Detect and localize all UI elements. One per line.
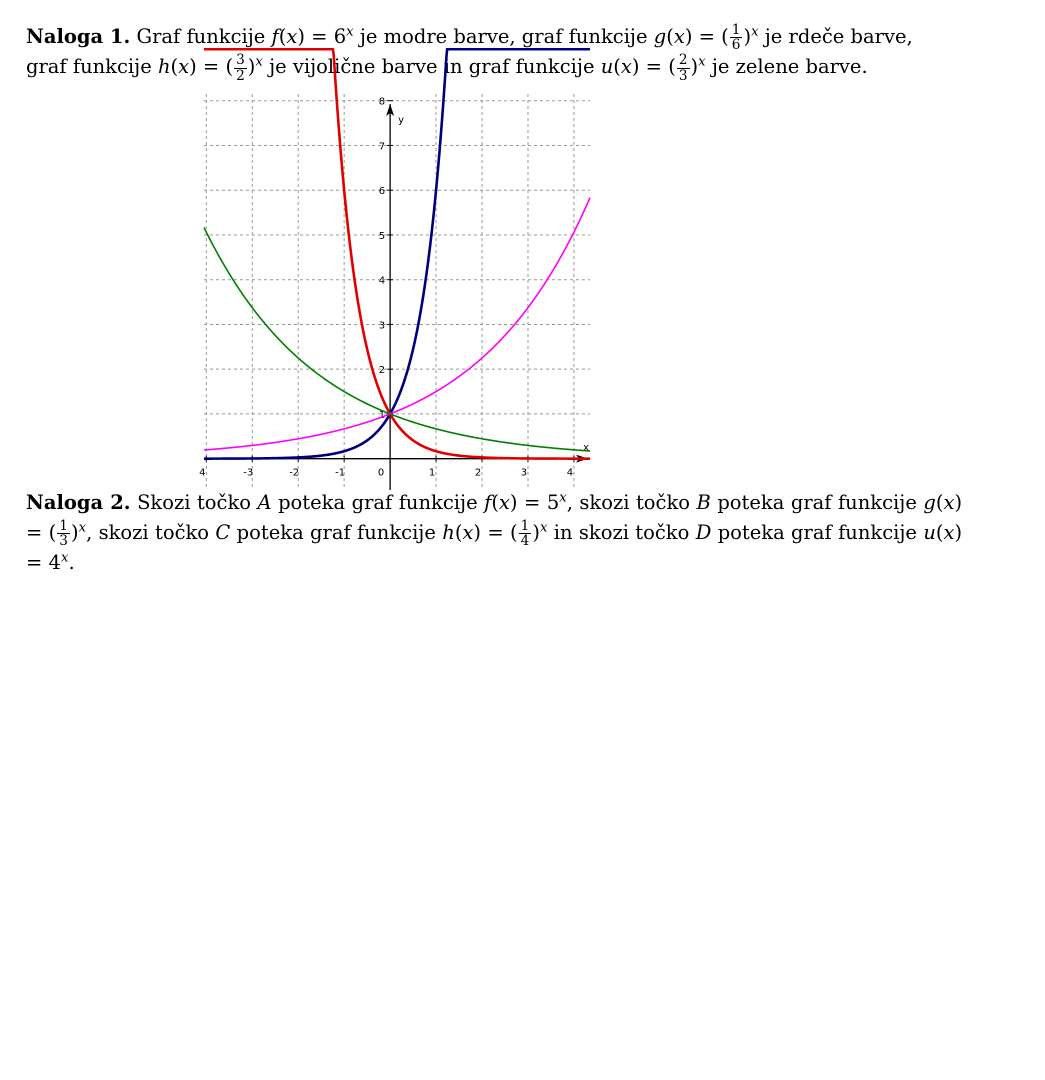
task-1-text-d: graf funkcije — [26, 55, 152, 79]
fn-name: f — [271, 25, 279, 48]
task-2-text-f: poteka graf funkcije — [236, 521, 436, 544]
task-1-text-a: Graf funkcije — [136, 25, 266, 48]
formula-f: $f(x) = 6^x$ — [271, 24, 354, 48]
frac-num: 3 — [236, 52, 245, 69]
point-b: B — [696, 491, 711, 514]
task-2-text-h: poteka graf — [717, 521, 832, 544]
task-1-text-b: je modre barve, graf funkcije — [359, 25, 648, 48]
point-c: C — [215, 521, 231, 544]
fn-name: h — [157, 55, 171, 79]
fn-name: g — [653, 25, 667, 48]
y-tick-label: 1 — [378, 409, 386, 421]
formula-u: u(x) = ( $\frac{2}{3}$ )$^x$ — [600, 52, 706, 84]
axes — [204, 101, 588, 490]
grid — [204, 94, 590, 490]
task-2-text-b: poteka graf funkcije — [278, 491, 478, 514]
task-1-text-e: je vijolične barve in graf funkcije — [269, 55, 595, 79]
task-1-label: Naloga 1. — [26, 25, 131, 48]
fn-base: 4 — [48, 551, 61, 575]
x-tick-label: 3 — [520, 467, 528, 479]
task-2-text: Naloga 2. Skozi točko A poteka graf funkcije $f(x) = 5^x$, skozi točko B poteka graf funkcije g(x) = ( $\frac{1}{3}$ )$^x$, skozi točko C poteka graf funkcije h(x) = ( $\frac{1}{4}$ )$^x$ in skozi točko D poteka graf funkcije $u(x) = 4^x$. — [26, 490, 963, 575]
frac-den: 2 — [236, 67, 245, 84]
x-tick-label: 2 — [474, 467, 482, 479]
frac-num: 2 — [678, 52, 688, 69]
y-tick-label: 5 — [378, 230, 386, 242]
frac-num: 1 — [520, 517, 530, 534]
frac-den: 6 — [731, 37, 741, 54]
fn-base: 6 — [333, 25, 347, 48]
formula-u: $u(x) = 4^x$ — [26, 521, 963, 575]
curve-f-blue — [204, 49, 590, 458]
y-tick-label: 7 — [378, 141, 386, 153]
frac-den: 3 — [678, 67, 688, 84]
curve-h-magenta — [204, 198, 590, 450]
function-graph — [199, 94, 590, 490]
task-2-text-a: Skozi točko — [137, 491, 252, 514]
task-2-label: Naloga 2. — [26, 491, 131, 514]
y-tick-label: 6 — [378, 186, 386, 198]
fn-name: h — [442, 521, 455, 544]
y-tick-label: 2 — [378, 365, 386, 377]
x-tick-label: -2 — [289, 467, 300, 479]
task-2-text-e: , skozi točko — [86, 521, 210, 544]
frac-den: 3 — [59, 533, 68, 550]
x-tick-label: 4 — [199, 467, 206, 479]
x-tick-label: 1 — [428, 467, 436, 479]
task-1-line-1 — [26, 22, 962, 52]
formula-g: g(x) = ( $\frac{1}{6}$ )$^x$ — [653, 21, 759, 54]
fn-name: f — [484, 491, 492, 514]
y-tick-label: 3 — [378, 320, 386, 332]
curve-u-green — [204, 228, 590, 452]
task-1-line-2 — [26, 52, 962, 82]
x-tick-label: 4 — [566, 467, 574, 479]
y-axis-label: y — [398, 115, 405, 127]
task-1-text-c: je rdeče barve, — [764, 25, 913, 48]
frac-num: 1 — [59, 517, 68, 534]
task-1-text — [26, 22, 962, 83]
formula-h: h(x) = ( $\frac{3}{2}$ )$^x$ — [157, 52, 263, 84]
y-tick-label: 4 — [378, 275, 386, 287]
frac-num: 1 — [731, 21, 741, 38]
fn-base: 5 — [546, 491, 560, 514]
fn-name: g — [923, 491, 936, 514]
formula-h: h(x) = ( $\frac{1}{4}$ )$^x$ — [442, 517, 548, 550]
formula-f: $f(x) = 5^x$ — [484, 490, 567, 514]
point-d: D — [695, 521, 712, 544]
task-1-text-f: je zelene barve. — [711, 55, 868, 79]
fn-name: u — [600, 55, 614, 79]
task-2-text-i: funkcije — [838, 521, 917, 544]
curves — [204, 49, 590, 458]
x-axis-label: x — [583, 442, 590, 454]
fn-name: u — [923, 521, 936, 544]
formula-g: g(x) = ( $\frac{1}{3}$ )$^x$ — [26, 491, 963, 550]
x-tick-label: -3 — [243, 467, 254, 479]
task-2-text-d: poteka graf funkcije — [717, 491, 917, 514]
point-a: A — [257, 491, 272, 514]
x-tick-label: -1 — [335, 467, 346, 479]
task-2-text-c: , skozi točko — [566, 491, 691, 514]
y-tick-label: 8 — [378, 96, 386, 108]
x-tick-label: 0 — [377, 467, 385, 479]
task-2-text-g: in skozi točko — [553, 521, 690, 544]
frac-den: 4 — [520, 533, 530, 550]
